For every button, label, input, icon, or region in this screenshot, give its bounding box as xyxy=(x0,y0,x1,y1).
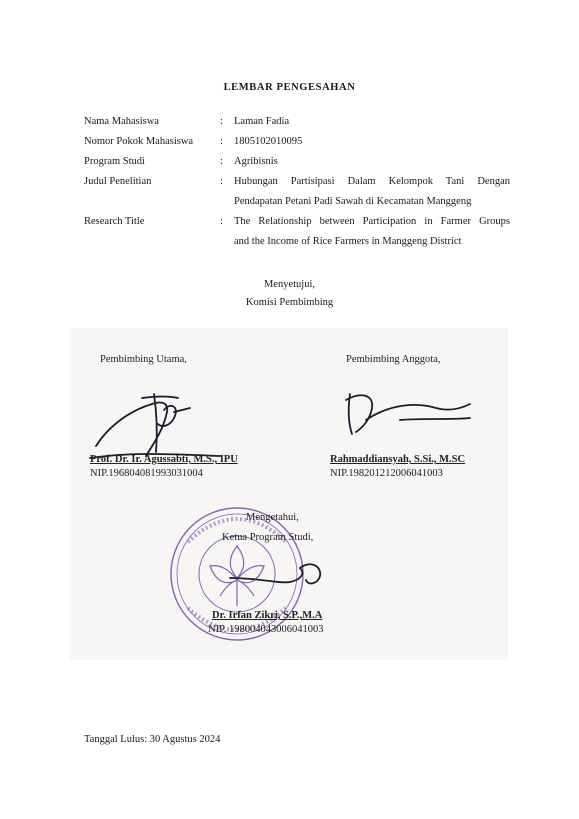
primary-supervisor-role: Pembimbing Utama, xyxy=(100,354,187,365)
field-value-line: and the Income of Rice Farmers in Manggeng District xyxy=(234,236,462,247)
field-colon: : xyxy=(220,216,223,227)
signature-scan xyxy=(70,328,508,660)
field-value-line: Pendapatan Petani Padi Sawah di Kecamatan Manggeng xyxy=(234,196,472,207)
graduation-date: Tanggal Lulus: 30 Agustus 2024 xyxy=(84,734,221,745)
primary-supervisor-nip: NIP.196804081993031004 xyxy=(90,468,203,479)
page-title: LEMBAR PENGESAHAN xyxy=(223,82,356,93)
field-colon: : xyxy=(220,116,223,127)
field-label: Judul Penelitian xyxy=(84,176,152,187)
field-label: Research Title xyxy=(84,216,145,227)
field-label: Program Studi xyxy=(84,156,145,167)
field-value-line: The Relationship between Participation in Farmer Groups xyxy=(234,216,510,227)
acknowledged-label: Mengetahui, xyxy=(246,512,299,523)
field-colon: : xyxy=(220,176,223,187)
field-value xyxy=(234,212,510,252)
head-program-role: Ketua Program Studi, xyxy=(222,532,314,543)
field-value xyxy=(234,172,510,212)
field-value: Laman Fadia xyxy=(234,116,290,127)
secondary-supervisor-role: Pembimbing Anggota, xyxy=(346,354,441,365)
approval-committee: Komisi Pembimbing xyxy=(245,297,334,308)
field-value: Agribisnis xyxy=(234,156,278,167)
secondary-supervisor-nip: NIP.198201212006041003 xyxy=(330,468,443,479)
secondary-supervisor-name: Rahmaddiansyah, S.Si., M.SC xyxy=(330,454,466,465)
primary-supervisor-name: Prof. Dr. Ir. Agussabti, M.S., IPU xyxy=(90,454,238,465)
field-value: 1805102010095 xyxy=(234,136,303,147)
field-label: Nama Mahasiswa xyxy=(84,116,159,127)
field-value-line: Hubungan Partisipasi Dalam Kelompok Tani Dengan xyxy=(234,176,510,187)
approval-heading: Menyetujui, xyxy=(263,279,316,290)
field-colon: : xyxy=(220,156,223,167)
head-program-name: Dr. Irfan Zikri, S.P.,M.A xyxy=(212,610,323,621)
field-colon: : xyxy=(220,136,223,147)
field-label: Nomor Pokok Mahasiswa xyxy=(84,136,194,147)
head-program-nip: NIP. 198004043006041003 xyxy=(208,624,324,635)
